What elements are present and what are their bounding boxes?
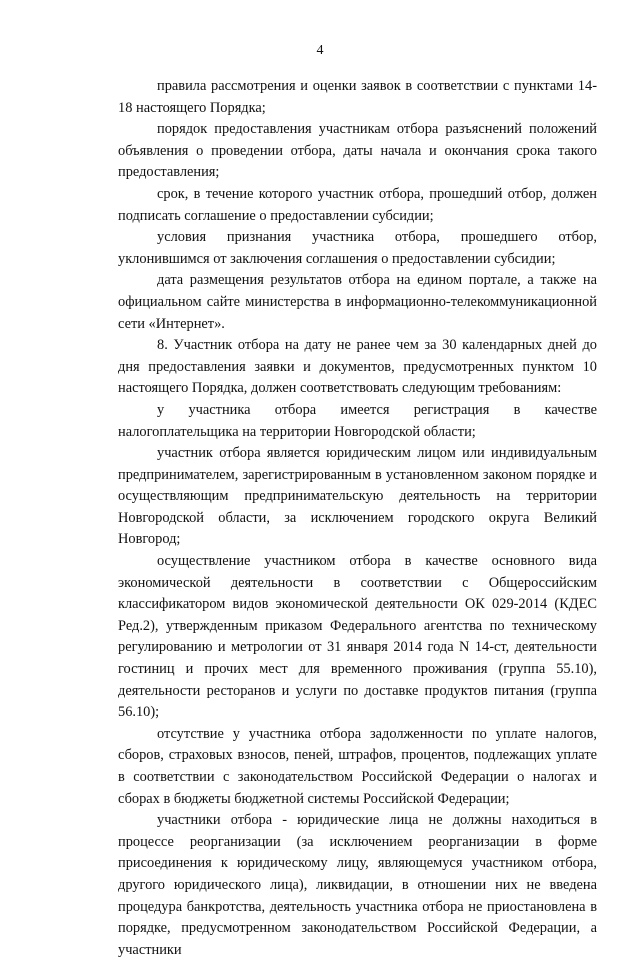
paragraph: отсутствие у участника отбора задолженности по уплате налогов, сборов, страховых взносов, пеней, штрафов, процентов, подлежащих уплате в соответствии с законодательством Российской Федерации о налогах и сборах в бюджеты бюджетной системы Российской Федерации; — [118, 725, 597, 807]
paragraph-section-8: 8. Участник отбора на дату не ранее чем за 30 календарных дней до дня предоставления заявки и документов, предусмотренных пунктом 10 настоящего Порядка, должен соответствовать следующим требованиям: — [118, 337, 597, 397]
paragraph: правила рассмотрения и оценки заявок в соответствии с пунктами 14-18 настоящего Порядка; — [118, 78, 597, 116]
page-number: 4 — [316, 43, 324, 58]
paragraph-continued: участники отбора - юридические лица не должны находиться в процессе реорганизации (за исключением реорганизации в форме присоединения к юридическому лицу, являющемуся участником отбора, другого юридического лица), ликвидации, в отношении них не введена процедура банкротства, деятельность участника отбора не приостановлена в порядке, предусмотренном законодательством Российской Федерации, а участники — [118, 812, 597, 958]
paragraph: у участника отбора имеется регистрация в качестве налогоплательщика на территории Новгородской области; — [118, 401, 597, 440]
paragraph: дата размещения результатов отбора на едином портале, а также на официальном сайте министерства в информационно-телекоммуникационной сети «Интернет». — [118, 272, 597, 332]
paragraph: участник отбора является юридическим лицом или индивидуальным предпринимателем, зарегистрированным в установленном законом порядке и осуществляющим предпринимательскую деятельность на территории Новгородской области, за исключением городского округа Великий Новгород; — [118, 445, 597, 548]
paragraph: осуществление участником отбора в качестве основного вида экономической деятельности в соответствии с Общероссийским классификатором видов экономической деятельности ОК 029-2014 (КДЕС Ред.2), утвержденным приказом Федерального агентства по техническому регулированию и метрологии от 31 января 2014 года N 14-ст, деятельности гостиниц и прочих мест для временного проживания (группа 55.10), деятельности ресторанов и услуги по доставке продуктов питания (группа 56.10); — [118, 553, 597, 721]
document-body — [118, 76, 597, 961]
paragraph: порядок предоставления участникам отбора разъяснений положений объявления о проведении отбора, даты начала и окончания срока такого предоставления; — [118, 121, 597, 181]
paragraph: условия признания участника отбора, прошедшего отбор, уклонившимся от заключения соглашения о предоставлении субсидии; — [118, 229, 597, 267]
paragraph: срок, в течение которого участник отбора, прошедший отбор, должен подписать соглашение о предоставлении субсидии; — [118, 185, 597, 224]
